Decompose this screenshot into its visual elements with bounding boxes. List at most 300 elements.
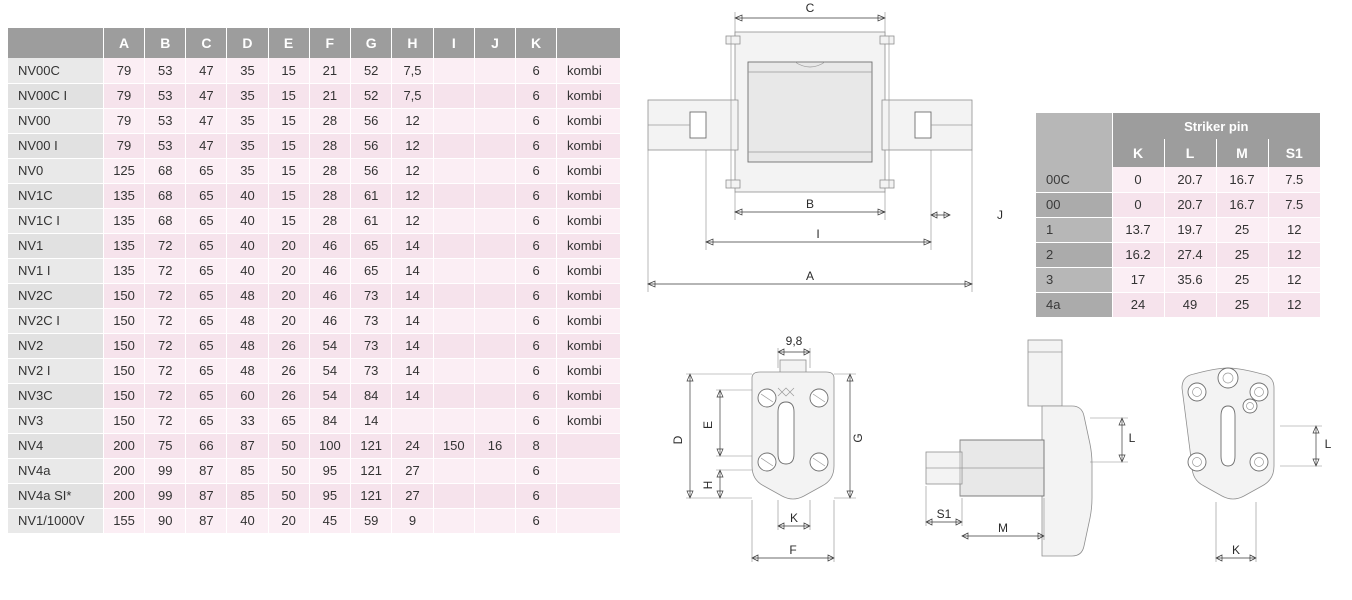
dim-label-j: J xyxy=(997,208,1003,222)
cell-note: kombi xyxy=(557,408,620,433)
dim-label-c: C xyxy=(805,1,815,15)
cell-f: 28 xyxy=(309,158,350,183)
cell-f: 84 xyxy=(309,408,350,433)
striker-row-label: 1 xyxy=(1036,217,1112,242)
striker-col-header-m: M xyxy=(1216,139,1268,167)
dim-label-d: D xyxy=(671,435,685,445)
cell-note: kombi xyxy=(557,83,620,108)
cell-i xyxy=(433,358,474,383)
cell-k: 6 xyxy=(516,108,557,133)
cell-a: 135 xyxy=(103,183,144,208)
row-label: NV00C xyxy=(8,58,103,83)
cell-a: 135 xyxy=(103,258,144,283)
cell-h: 27 xyxy=(392,458,433,483)
striker-cell-m: 25 xyxy=(1216,217,1268,242)
cell-b: 99 xyxy=(145,458,186,483)
striker-pin-table-container xyxy=(1036,113,1326,318)
cell-note: kombi xyxy=(557,183,620,208)
dim-label-m: M xyxy=(998,521,1008,535)
cell-k: 6 xyxy=(516,308,557,333)
cell-b: 68 xyxy=(145,208,186,233)
cell-note: kombi xyxy=(557,383,620,408)
cell-h: 12 xyxy=(392,133,433,158)
dim-l-back xyxy=(1280,426,1332,466)
cell-j xyxy=(474,408,515,433)
cell-k: 6 xyxy=(516,283,557,308)
cell-note: kombi xyxy=(557,308,620,333)
cell-f: 28 xyxy=(309,183,350,208)
front-view-svg xyxy=(660,330,890,595)
cell-g: 84 xyxy=(351,383,392,408)
row-label: NV4 xyxy=(8,433,103,458)
cell-c: 65 xyxy=(186,333,227,358)
cell-k: 6 xyxy=(516,183,557,208)
cell-i xyxy=(433,83,474,108)
cell-g: 56 xyxy=(351,133,392,158)
cell-h: 12 xyxy=(392,158,433,183)
cell-h: 14 xyxy=(392,258,433,283)
striker-cell-l: 20.7 xyxy=(1164,167,1216,192)
cell-e: 50 xyxy=(268,483,309,508)
striker-table-row xyxy=(1036,192,1320,217)
cell-e: 50 xyxy=(268,433,309,458)
cell-k: 6 xyxy=(516,58,557,83)
cell-h: 12 xyxy=(392,108,433,133)
striker-cell-l: 20.7 xyxy=(1164,192,1216,217)
row-label: NV1 xyxy=(8,233,103,258)
cell-f: 46 xyxy=(309,283,350,308)
cell-e: 15 xyxy=(268,158,309,183)
dim-label-k: K xyxy=(789,511,799,525)
cell-g: 52 xyxy=(351,83,392,108)
cell-g: 121 xyxy=(351,458,392,483)
cell-note: kombi xyxy=(557,58,620,83)
cell-h: 14 xyxy=(392,358,433,383)
col-header-d: D xyxy=(227,28,268,58)
cell-h: 24 xyxy=(392,433,433,458)
col-header-c: C xyxy=(186,28,227,58)
cell-i xyxy=(433,133,474,158)
cell-b: 90 xyxy=(145,508,186,533)
row-label: NV00 xyxy=(8,108,103,133)
cell-c: 87 xyxy=(186,483,227,508)
col-header-h: H xyxy=(392,28,433,58)
cell-c: 87 xyxy=(186,458,227,483)
drawing-back-view xyxy=(1140,330,1350,595)
striker-table-row xyxy=(1036,217,1320,242)
back-view-svg xyxy=(1140,330,1350,595)
cell-a: 200 xyxy=(103,458,144,483)
cell-j xyxy=(474,108,515,133)
striker-table-head xyxy=(1036,113,1320,167)
row-label: NV2C xyxy=(8,283,103,308)
dim-label-e: E xyxy=(701,420,715,430)
cell-h: 14 xyxy=(392,383,433,408)
cell-i xyxy=(433,58,474,83)
cell-d: 35 xyxy=(227,83,268,108)
striker-row-label: 2 xyxy=(1036,242,1112,267)
col-header-a: A xyxy=(103,28,144,58)
cell-e: 65 xyxy=(268,408,309,433)
dimension-table-body xyxy=(8,58,620,533)
cell-e: 20 xyxy=(268,508,309,533)
cell-e: 15 xyxy=(268,208,309,233)
cell-h: 7,5 xyxy=(392,83,433,108)
striker-col-header-k: K xyxy=(1112,139,1164,167)
table-row xyxy=(8,158,620,183)
cell-c: 65 xyxy=(186,283,227,308)
cell-h: 12 xyxy=(392,183,433,208)
cell-note: kombi xyxy=(557,283,620,308)
cell-i xyxy=(433,508,474,533)
cell-note xyxy=(557,458,620,483)
cell-g: 65 xyxy=(351,258,392,283)
cell-note: kombi xyxy=(557,133,620,158)
col-header-e: E xyxy=(268,28,309,58)
dim-d xyxy=(671,374,752,498)
table-row xyxy=(8,183,620,208)
cell-j xyxy=(474,358,515,383)
row-label: NV3 xyxy=(8,408,103,433)
cell-g: 121 xyxy=(351,483,392,508)
table-row xyxy=(8,208,620,233)
cell-k: 6 xyxy=(516,233,557,258)
cell-note xyxy=(557,433,620,458)
cell-h: 27 xyxy=(392,483,433,508)
cell-note: kombi xyxy=(557,108,620,133)
cell-k: 6 xyxy=(516,383,557,408)
cell-j xyxy=(474,158,515,183)
dim-l-side xyxy=(1090,418,1136,462)
dimension-table-container xyxy=(8,28,628,534)
striker-cell-k: 16.2 xyxy=(1112,242,1164,267)
table-row xyxy=(8,58,620,83)
cell-k: 6 xyxy=(516,83,557,108)
cell-b: 72 xyxy=(145,283,186,308)
cell-j xyxy=(474,58,515,83)
cell-a: 79 xyxy=(103,133,144,158)
cell-f: 46 xyxy=(309,233,350,258)
cell-f: 54 xyxy=(309,383,350,408)
cell-k: 6 xyxy=(516,208,557,233)
cell-f: 28 xyxy=(309,208,350,233)
cell-i xyxy=(433,183,474,208)
row-label: NV1 I xyxy=(8,258,103,283)
row-label: NV2 I xyxy=(8,358,103,383)
cell-c: 65 xyxy=(186,408,227,433)
cell-i xyxy=(433,333,474,358)
dimension-table xyxy=(8,28,620,534)
cell-a: 200 xyxy=(103,433,144,458)
cell-g: 14 xyxy=(351,408,392,433)
cell-d: 87 xyxy=(227,433,268,458)
cell-d: 48 xyxy=(227,358,268,383)
cell-d: 35 xyxy=(227,133,268,158)
dim-label-l-side: L xyxy=(1128,431,1136,445)
dim-label-g: G xyxy=(851,433,865,443)
cell-c: 47 xyxy=(186,58,227,83)
cell-i: 150 xyxy=(433,433,474,458)
cell-d: 48 xyxy=(227,333,268,358)
cell-b: 72 xyxy=(145,233,186,258)
cell-note: kombi xyxy=(557,333,620,358)
table-row xyxy=(8,308,620,333)
cell-note xyxy=(557,483,620,508)
col-header-k: K xyxy=(516,28,557,58)
row-label: NV00 I xyxy=(8,133,103,158)
dim-label-s1: S1 xyxy=(936,507,952,521)
cell-note: kombi xyxy=(557,358,620,383)
striker-cell-s1: 12 xyxy=(1268,292,1320,317)
cell-a: 200 xyxy=(103,483,144,508)
cell-a: 135 xyxy=(103,233,144,258)
striker-row-label: 4a xyxy=(1036,292,1112,317)
table-row xyxy=(8,233,620,258)
row-label: NV1/1000V xyxy=(8,508,103,533)
cell-e: 20 xyxy=(268,233,309,258)
striker-column-header-row xyxy=(1036,139,1320,167)
striker-cell-l: 35.6 xyxy=(1164,267,1216,292)
striker-cell-s1: 12 xyxy=(1268,217,1320,242)
striker-row-label: 00 xyxy=(1036,192,1112,217)
dim-label-i: I xyxy=(816,227,820,241)
cell-c: 65 xyxy=(186,358,227,383)
cell-a: 150 xyxy=(103,283,144,308)
cell-k: 6 xyxy=(516,483,557,508)
cell-e: 26 xyxy=(268,358,309,383)
cell-g: 61 xyxy=(351,208,392,233)
striker-cell-k: 0 xyxy=(1112,167,1164,192)
col-header-j: J xyxy=(474,28,515,58)
cell-c: 66 xyxy=(186,433,227,458)
striker-col-header-name xyxy=(1036,139,1112,167)
cell-k: 6 xyxy=(516,133,557,158)
cell-b: 75 xyxy=(145,433,186,458)
cell-f: 28 xyxy=(309,108,350,133)
cell-note xyxy=(557,508,620,533)
striker-table-row xyxy=(1036,167,1320,192)
cell-k: 6 xyxy=(516,458,557,483)
cell-i xyxy=(433,383,474,408)
cell-g: 56 xyxy=(351,158,392,183)
cell-a: 155 xyxy=(103,508,144,533)
cell-a: 79 xyxy=(103,108,144,133)
cell-g: 61 xyxy=(351,183,392,208)
cell-j: 16 xyxy=(474,433,515,458)
cell-d: 40 xyxy=(227,183,268,208)
cell-c: 87 xyxy=(186,508,227,533)
cell-j xyxy=(474,483,515,508)
cell-k: 8 xyxy=(516,433,557,458)
table-row xyxy=(8,408,620,433)
striker-cell-m: 16.7 xyxy=(1216,167,1268,192)
col-header-i: I xyxy=(433,28,474,58)
cell-d: 40 xyxy=(227,233,268,258)
cell-j xyxy=(474,383,515,408)
striker-table-row xyxy=(1036,292,1320,317)
top-view-svg xyxy=(630,0,1030,310)
row-label: NV2C I xyxy=(8,308,103,333)
cell-f: 54 xyxy=(309,358,350,383)
cell-j xyxy=(474,83,515,108)
cell-note: kombi xyxy=(557,158,620,183)
cell-d: 85 xyxy=(227,483,268,508)
cell-i xyxy=(433,258,474,283)
striker-cell-s1: 12 xyxy=(1268,267,1320,292)
row-label: NV3C xyxy=(8,383,103,408)
cell-c: 65 xyxy=(186,383,227,408)
cell-j xyxy=(474,308,515,333)
dim-s1 xyxy=(926,486,962,526)
col-header-note xyxy=(557,28,620,58)
cell-a: 79 xyxy=(103,83,144,108)
cell-f: 45 xyxy=(309,508,350,533)
cell-a: 150 xyxy=(103,358,144,383)
table-row xyxy=(8,383,620,408)
cell-g: 73 xyxy=(351,283,392,308)
cell-g: 56 xyxy=(351,108,392,133)
cell-f: 21 xyxy=(309,58,350,83)
table-row xyxy=(8,258,620,283)
cell-d: 40 xyxy=(227,208,268,233)
cell-d: 33 xyxy=(227,408,268,433)
striker-pin-table xyxy=(1036,113,1320,318)
cell-k: 6 xyxy=(516,508,557,533)
cell-a: 150 xyxy=(103,333,144,358)
table-row xyxy=(8,333,620,358)
cell-a: 150 xyxy=(103,308,144,333)
cell-e: 15 xyxy=(268,83,309,108)
cell-h: 14 xyxy=(392,308,433,333)
dim-label-f: F xyxy=(789,543,797,557)
cell-a: 150 xyxy=(103,408,144,433)
dim-label-a: A xyxy=(805,269,815,283)
table-row xyxy=(8,133,620,158)
cell-j xyxy=(474,183,515,208)
cell-h: 9 xyxy=(392,508,433,533)
cell-a: 79 xyxy=(103,58,144,83)
cell-e: 20 xyxy=(268,308,309,333)
dim-j xyxy=(931,208,1003,222)
cell-i xyxy=(433,158,474,183)
cell-f: 21 xyxy=(309,83,350,108)
cell-h: 7,5 xyxy=(392,58,433,83)
striker-row-label: 3 xyxy=(1036,267,1112,292)
cell-b: 53 xyxy=(145,108,186,133)
striker-cell-s1: 7.5 xyxy=(1268,192,1320,217)
col-header-g: G xyxy=(351,28,392,58)
cell-e: 26 xyxy=(268,333,309,358)
cell-g: 65 xyxy=(351,233,392,258)
cell-k: 6 xyxy=(516,258,557,283)
cell-a: 125 xyxy=(103,158,144,183)
cell-j xyxy=(474,208,515,233)
cell-h: 12 xyxy=(392,208,433,233)
cell-i xyxy=(433,308,474,333)
striker-row-label: 00C xyxy=(1036,167,1112,192)
cell-e: 20 xyxy=(268,258,309,283)
cell-f: 95 xyxy=(309,458,350,483)
cell-i xyxy=(433,208,474,233)
dim-b xyxy=(735,192,885,220)
row-label: NV1C I xyxy=(8,208,103,233)
cell-b: 72 xyxy=(145,258,186,283)
cell-i xyxy=(433,458,474,483)
striker-cell-s1: 7.5 xyxy=(1268,167,1320,192)
striker-cell-m: 25 xyxy=(1216,267,1268,292)
cell-c: 65 xyxy=(186,258,227,283)
cell-c: 65 xyxy=(186,183,227,208)
cell-e: 15 xyxy=(268,133,309,158)
dim-g xyxy=(834,374,865,498)
cell-a: 135 xyxy=(103,208,144,233)
row-label: NV2 xyxy=(8,333,103,358)
cell-j xyxy=(474,233,515,258)
dim-e xyxy=(701,390,752,456)
table-header-row xyxy=(8,28,620,58)
cell-j xyxy=(474,258,515,283)
cell-h: 14 xyxy=(392,233,433,258)
striker-cell-m: 25 xyxy=(1216,242,1268,267)
cell-d: 40 xyxy=(227,258,268,283)
drawing-side-view xyxy=(900,330,1170,595)
dim-label-k-back: K xyxy=(1231,543,1241,557)
dim-k-back xyxy=(1216,502,1256,562)
cell-i xyxy=(433,108,474,133)
cell-c: 65 xyxy=(186,158,227,183)
cell-j xyxy=(474,508,515,533)
cell-c: 65 xyxy=(186,233,227,258)
striker-group-blank xyxy=(1036,113,1112,139)
cell-b: 53 xyxy=(145,58,186,83)
cell-c: 47 xyxy=(186,108,227,133)
dim-f xyxy=(752,500,834,562)
table-row xyxy=(8,83,620,108)
cell-i xyxy=(433,233,474,258)
striker-group-label: Striker pin xyxy=(1112,113,1320,139)
striker-group-header-row xyxy=(1036,113,1320,139)
cell-j xyxy=(474,283,515,308)
col-header-name xyxy=(8,28,103,58)
table-row xyxy=(8,508,620,533)
cell-b: 72 xyxy=(145,308,186,333)
striker-cell-s1: 12 xyxy=(1268,242,1320,267)
striker-table-row xyxy=(1036,267,1320,292)
cell-b: 72 xyxy=(145,383,186,408)
dim-m xyxy=(962,498,1044,540)
cell-b: 53 xyxy=(145,83,186,108)
dim-label-b: B xyxy=(805,197,815,211)
cell-d: 48 xyxy=(227,283,268,308)
cell-e: 15 xyxy=(268,58,309,83)
cell-b: 53 xyxy=(145,133,186,158)
table-row xyxy=(8,283,620,308)
cell-e: 50 xyxy=(268,458,309,483)
drawing-top-view xyxy=(630,0,1030,310)
cell-g: 73 xyxy=(351,308,392,333)
dimension-table-head xyxy=(8,28,620,58)
cell-k: 6 xyxy=(516,333,557,358)
cell-a: 150 xyxy=(103,383,144,408)
cell-k: 6 xyxy=(516,158,557,183)
cell-note: kombi xyxy=(557,233,620,258)
col-header-f: F xyxy=(309,28,350,58)
table-row xyxy=(8,108,620,133)
striker-col-header-l: L xyxy=(1164,139,1216,167)
cell-j xyxy=(474,333,515,358)
cell-d: 48 xyxy=(227,308,268,333)
cell-d: 40 xyxy=(227,508,268,533)
